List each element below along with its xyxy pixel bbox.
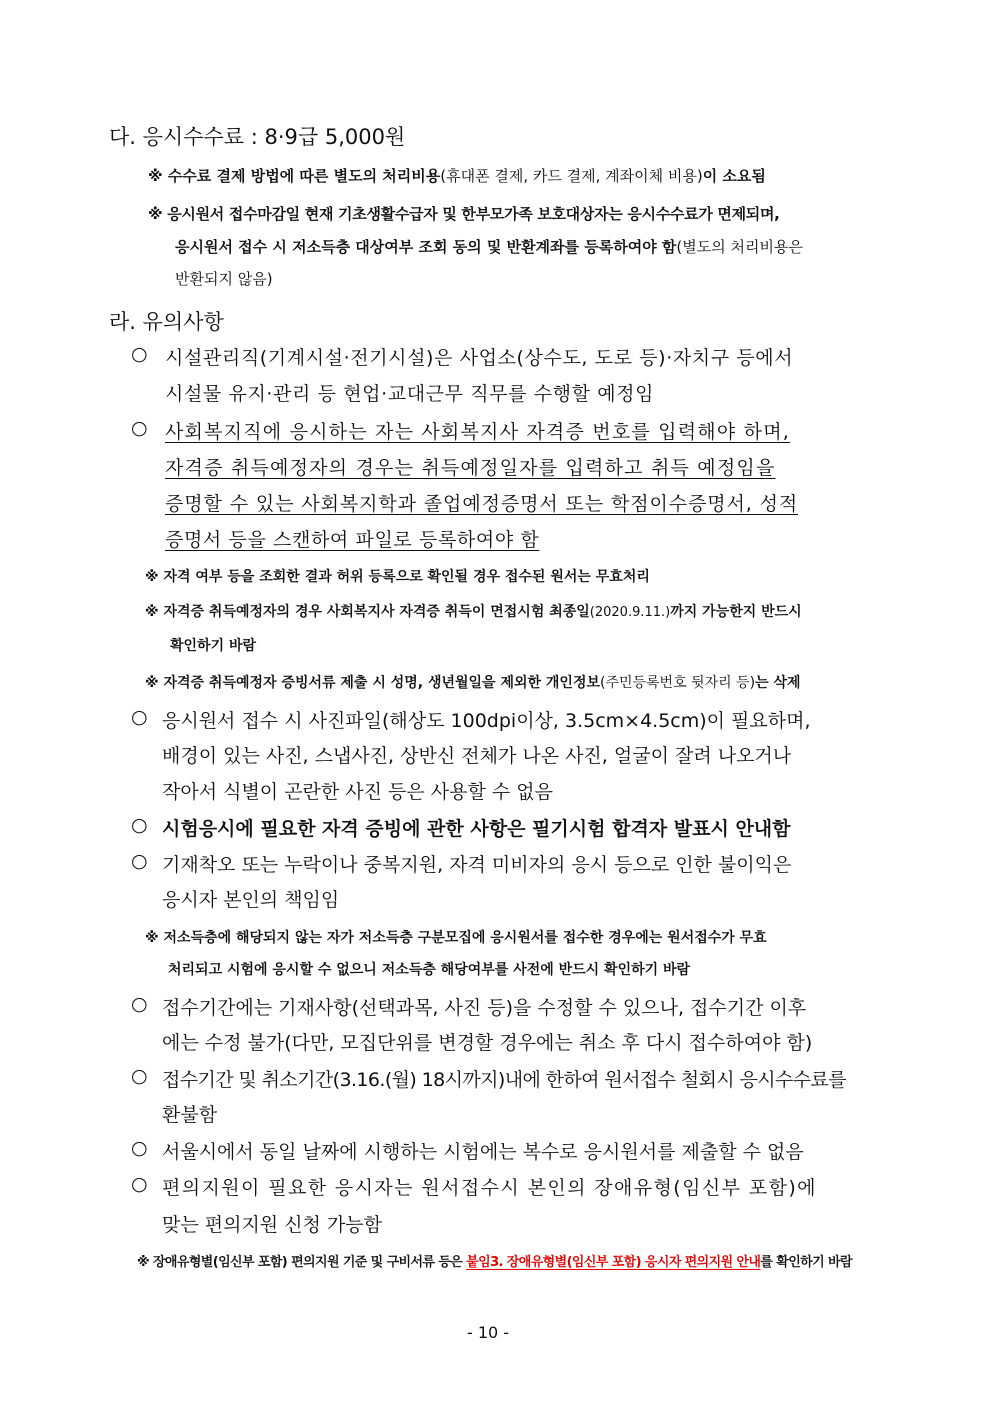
note7 <box>137 1251 852 1270</box>
item5-line2: 응시자 본인의 책임임 <box>162 889 340 911</box>
note3: ※ 자격 여부 등을 조회한 결과 허위 등록으로 확인될 경우 접수된 원서는 무효처리 <box>145 569 650 585</box>
note7-b: 를 확인하기 바람 <box>760 1255 852 1270</box>
item7-line1: 접수기간 및 취소기간(3.16.(월) 18시까지)내에 한하여 원서접수 철회시 응시수수료를 <box>162 1069 847 1091</box>
item3-line1: 응시원서 접수 시 사진파일(해상도 100dpi이상, 3.5cm×4.5cm)이 필요하며, <box>162 710 811 732</box>
note7-a: ※ 장애유형별(임신부 포함) 편의지원 기준 및 구비서류 등은 <box>137 1255 467 1270</box>
item9-line1: 편의지원이 필요한 응시자는 원서접수시 본인의 장애유형(임신부 포함)에 <box>162 1177 817 1199</box>
note4-bold-b: 까지 가능한지 반드시 <box>670 604 802 620</box>
note1-normal: (휴대폰 결제, 카드 결제, 계좌이체 비용) <box>440 167 703 185</box>
item5-line1: 기재착오 또는 누락이나 중복지원, 자격 미비자의 응시 등으로 인한 불이익은 <box>162 854 792 876</box>
note5 <box>145 672 801 692</box>
item6-line1: 접수기간에는 기재사항(선택과목, 사진 등)을 수정할 수 있으나, 접수기간 이후 <box>162 997 807 1019</box>
bullet-circle: ○ <box>131 417 148 439</box>
note4-date: (2020.9.11.) <box>589 605 671 620</box>
section-da-note2-line2 <box>175 236 803 257</box>
item2-line3: 증명할 수 있는 사회복지학과 졸업예정증명서 또는 학점이수증명서, 성적 <box>165 493 799 515</box>
note5-bold-b: 는 삭제 <box>755 675 801 691</box>
bullet-circle: ○ <box>131 993 148 1015</box>
item3-line3: 작아서 식별이 곤란한 사진 등은 사용할 수 없음 <box>162 781 554 803</box>
note4-line1 <box>145 601 802 621</box>
page-number: - 10 - <box>467 1323 510 1342</box>
bullet-circle: ○ <box>131 1065 148 1087</box>
note1-bold-a: ※ 수수료 결제 방법에 따른 별도의 처리비용 <box>148 167 441 185</box>
item2-line2: 자격증 취득예정자의 경우는 취득예정일자를 입력하고 취득 예정임을 <box>165 457 776 479</box>
note4-line2: 확인하기 바람 <box>170 638 257 654</box>
bullet-circle: ○ <box>131 343 148 365</box>
item3-line2: 배경이 있는 사진, 스냅사진, 상반신 전체가 나온 사진, 얼굴이 잘려 나오거나 <box>162 745 792 767</box>
bullet-circle: ○ <box>131 850 148 872</box>
note5-bold-a: ※ 자격증 취득예정자 증빙서류 제출 시 성명, 생년월일을 제외한 개인정보 <box>145 675 600 691</box>
item6-line2: 에는 수정 불가(다만, 모집단위를 변경할 경우에는 취소 후 다시 접수하여야 함) <box>162 1032 813 1054</box>
note2-line2-normal: (별도의 처리비용은 <box>676 238 803 256</box>
note4-bold-a: ※ 자격증 취득예정자의 경우 사회복지사 자격증 취득이 면접시험 최종일 <box>145 604 590 620</box>
item1-line2: 시설물 유지·관리 등 현업·교대근무 직무를 수행할 예정임 <box>165 383 655 405</box>
bullet-circle: ○ <box>131 1173 148 1195</box>
item8: 서울시에서 동일 날짜에 시행하는 시험에는 복수로 응시원서를 제출할 수 없음 <box>162 1141 804 1163</box>
section-da-note1 <box>148 165 766 186</box>
item4: 시험응시에 필요한 자격 증빙에 관한 사항은 필기시험 합격자 발표시 안내함 <box>162 818 791 840</box>
section-da-note2-line1: ※ 응시원서 접수마감일 현재 기초생활수급자 및 한부모가족 보호대상자는 응시수수료가 면제되며, <box>148 205 780 223</box>
item7-line2: 환불함 <box>162 1104 218 1126</box>
note1-bold-b: 이 소요됨 <box>702 167 766 185</box>
note5-normal: (주민등록번호 뒷자리 등) <box>600 675 756 691</box>
section-da-title: 다. 응시수수료 : 8·9급 5,000원 <box>109 125 406 149</box>
item2-line4: 증명서 등을 스캔하여 파일로 등록하여야 함 <box>165 529 540 551</box>
note6-line1: ※ 저소득층에 해당되지 않는 자가 저소득층 구분모집에 응시원서를 접수한 경우에는 원서접수가 무효 <box>145 930 767 946</box>
note7-red-link: 붙임3. 장애유형별(임신부 포함) 응시자 편의지원 안내 <box>466 1255 761 1270</box>
bullet-circle: ○ <box>131 814 148 836</box>
bullet-circle: ○ <box>131 1137 148 1159</box>
bullet-circle: ○ <box>131 706 148 728</box>
item1-line1: 시설관리직(기계시설·전기시설)은 사업소(상수도, 도로 등)·자치구 등에서 <box>165 347 794 369</box>
section-ra-title: 라. 유의사항 <box>109 310 224 334</box>
section-da-note2-line3: 반환되지 않음) <box>175 270 273 288</box>
note6-line2: 처리되고 시험에 응시할 수 없으니 저소득층 해당여부를 사전에 반드시 확인하기 바람 <box>168 962 691 978</box>
note2-line2-bold: 응시원서 접수 시 저소득층 대상여부 조회 동의 및 반환계좌를 등록하여야 함 <box>175 238 677 256</box>
item2-line1: 사회복지직에 응시하는 자는 사회복지사 자격증 번호를 입력해야 하며, <box>165 421 790 443</box>
item9-line2: 맞는 편의지원 신청 가능함 <box>162 1214 383 1236</box>
